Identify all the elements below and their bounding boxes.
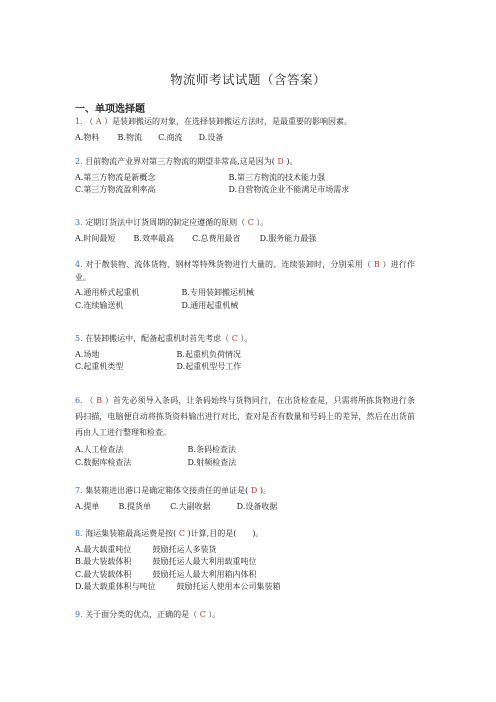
option-d: D.最大载重体积与吨位 [75, 582, 156, 591]
question-number: 6. [75, 396, 83, 405]
option-c: C.数据库检查法 [75, 457, 132, 467]
option-b: B.物流 [117, 132, 142, 142]
options-row: B.最大装载体积 鼓励托运人最大利用载重吨位 [75, 556, 415, 569]
option-b: B.提货单 [118, 501, 151, 511]
options-row: C.最大装载体积 鼓励托运人最大利用箱内体积 [75, 569, 415, 582]
answer-letter: D [277, 157, 284, 166]
question-7 [75, 485, 415, 513]
answer-letter: C [231, 334, 238, 343]
question-stem: 5. 在装卸搬运中，配备起重机时首先考虑（ C ）。 [75, 334, 253, 343]
question-stem: 1. （ A ）是装卸搬运的对象，在选择装卸搬运方法时，是最重要的影响因素。 [75, 117, 353, 126]
option-a: A.人工检查法 [75, 445, 124, 454]
question-9 [75, 609, 415, 625]
options-row: A.最大载重吨位 鼓励托运人多装货 [75, 544, 415, 557]
option-d: D.自营物流企业不能满足市场需求 [228, 185, 350, 194]
document-title: 物流师考试试题（含答案） [169, 72, 326, 87]
answer-letter: D [250, 486, 258, 495]
option-d: D.射频检查法 [187, 457, 237, 467]
options-row [75, 287, 415, 300]
answer-letter: A [95, 117, 102, 126]
options-row [75, 457, 415, 470]
option-c: C.第三方物流盈利率高 [75, 185, 156, 194]
option-b: B.起重机负荷情况 [176, 349, 241, 359]
option-d: D.服务能力最强 [259, 233, 317, 243]
answer-letter: C [247, 218, 254, 227]
question-stem: 3. 定期订货法中订货周期的制定应遵循的原则（ C ）。 [75, 218, 269, 227]
option-a: A.物料 [75, 132, 100, 142]
options-row [75, 361, 415, 374]
answer-letter: C [178, 529, 185, 538]
question-stem: 4. 对于散装物、流体货物、钢材等特殊货物进行大量的、连续装卸时，分别采用（ B ）进行作业。 [75, 260, 416, 282]
section-heading: 一、单项选择题 [75, 104, 145, 115]
option-b: B.最大装载体积 [75, 557, 132, 566]
options-row [75, 184, 415, 197]
question-4 [75, 258, 415, 312]
question-3 [75, 217, 415, 245]
question-6 [75, 393, 415, 469]
question-stem: 2. 目前物流产业界对第三方物流的期望非常高,这是因为( D )。 [75, 157, 298, 166]
option-d: D.设备收据 [236, 501, 278, 511]
option-c: C.商流 [158, 132, 183, 142]
options-row: D.最大载重体积与吨位 鼓励托运人使用本公司集装箱 [75, 581, 415, 594]
question-number: 7. [75, 486, 83, 495]
question-number: 3. [75, 218, 83, 227]
option-c: C.最大装载体积 [75, 569, 132, 579]
options-row [75, 233, 415, 246]
question-stem: 9. 关于面分类的优点，正确的是（ C ）。 [75, 610, 221, 619]
options-row [75, 172, 415, 185]
option-b: B.第三方物流的技术能力强 [228, 172, 325, 182]
question-1 [75, 116, 415, 144]
question-2 [75, 156, 415, 197]
option-a: A.最大载重吨位 [75, 544, 132, 554]
option-a: A.场地 [75, 349, 100, 359]
question-number: 5. [75, 334, 83, 343]
options-row [75, 300, 415, 313]
option-c: C.大副收据 [170, 501, 211, 511]
option-a: A.时间最短 [75, 233, 116, 243]
option-a: A.提单 [75, 501, 100, 511]
question-8 [75, 528, 415, 594]
question-stem: 7. 集装箱进出港口是确定箱体交接责任的单证是( D )。 [75, 486, 271, 495]
option-b: B.效率最高 [133, 233, 174, 243]
options-row [75, 349, 415, 362]
question-number: 2. [75, 157, 83, 166]
answer-letter: B [96, 396, 103, 405]
options-row [75, 501, 415, 514]
question-number: 8. [75, 529, 83, 538]
option-a: A.通用桥式起重机 [75, 288, 140, 297]
option-b: B.专用装卸搬运机械 [181, 288, 254, 297]
question-number: 9. [75, 610, 83, 619]
question-number: 4. [75, 260, 83, 269]
option-c: C.连续输送机 [75, 300, 124, 310]
option-c: C.起重机类型 [75, 362, 124, 371]
options-row [75, 132, 415, 145]
option-b: B.条码检查法 [187, 445, 236, 454]
question-stem: 6. （ B ）首先必须导入条码，让条码始终与货物同行，在出货检查是，只需将所拣货物进行条码扫描，电脑便自动将拣货资料输出进行对比，查对是否有数量和号码上的差异，然后在出货前再由人工进行整理和检查。 [75, 396, 416, 437]
answer-letter: B [373, 260, 380, 269]
question-5 [75, 333, 415, 374]
option-c: C.总费用最省 [192, 233, 241, 243]
option-a: A.第三方物流是新概念 [75, 172, 156, 182]
answer-letter: C [199, 610, 206, 619]
option-d: D.起重机型号工作 [176, 362, 242, 371]
option-d: D.设备 [198, 132, 224, 142]
question-number: 1. [75, 117, 83, 126]
question-stem: 8. 海运集装箱最高运费是按( C )计算,目的是( )。 [75, 529, 264, 538]
options-row [75, 444, 415, 457]
option-d: D.通用起重机械 [181, 300, 239, 310]
